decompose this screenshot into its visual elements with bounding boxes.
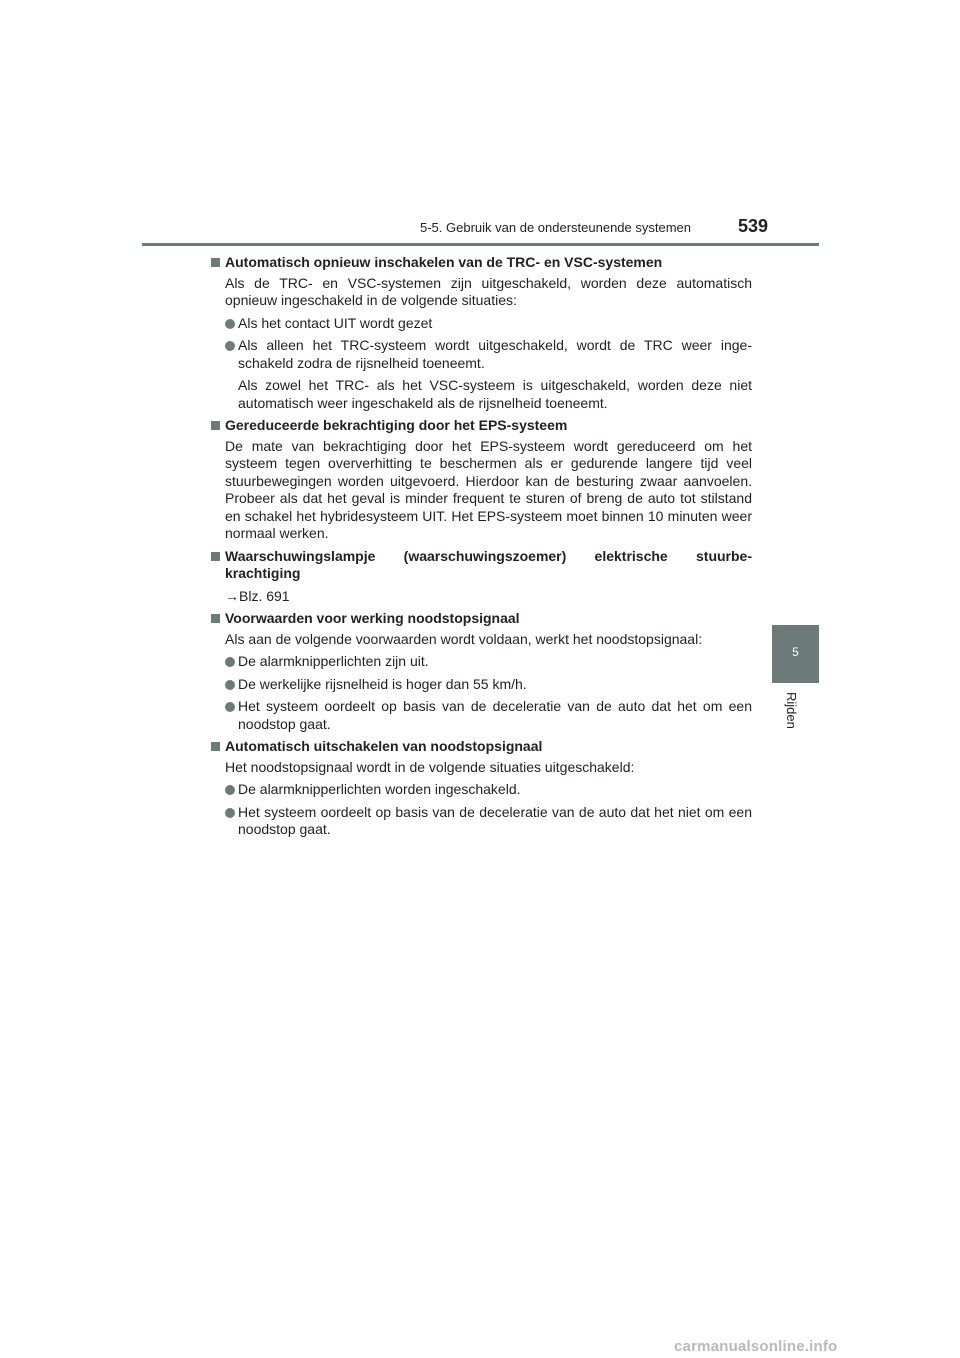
list-item: Het systeem oordeelt op basis van de deceleratie van de auto dat het niet om een noodstop gaat.: [210, 804, 752, 839]
chapter-tab: [772, 625, 819, 683]
section-heading: Waarschuwingslampje (waarschuwingszoemer) elektrische stuurbe-krachtiging: [210, 548, 752, 583]
content: [210, 254, 752, 844]
square-marker-icon: [211, 421, 220, 430]
section-paragraph: Als de TRC- en VSC-systemen zijn uitgeschakeld, worden deze automatisch opnieuw ingeschakeld in de volgende situaties:: [225, 274, 752, 308]
section-trc-vsc: [210, 254, 752, 412]
list-item: Als het contact UIT wordt gezet: [210, 315, 752, 333]
bullet-dot-icon: [225, 702, 235, 712]
section-emergency-conditions: [210, 610, 752, 733]
page-reference: →Blz. 691: [225, 587, 290, 604]
chapter-number: 5: [792, 645, 799, 659]
header-title: 5-5. Gebruik van de ondersteunende systemen: [420, 220, 692, 235]
bullet-dot-icon: [225, 657, 235, 667]
list-item: De alarmknipperlichten worden ingeschakeld.: [210, 781, 752, 799]
square-marker-icon: [211, 552, 220, 561]
square-marker-icon: [211, 742, 220, 751]
bullet-dot-icon: [225, 680, 235, 690]
section-emergency-off: [210, 738, 752, 839]
list-item: De werkelijke rijsnelheid is hoger dan 55 km/h.: [210, 676, 752, 694]
section-paragraph: De mate van bekrachtiging door het EPS-systeem wordt gereduceerd om het systeem tegen oververhitting te beschermen als er gedurende langere tijd veel stuurbewegingen worden uitgevoerd. Hierdoor kan de besturing zwaar aanvoelen. Probeer als dat het geval is minder frequent te sturen of breng de auto tot stilstand en schakel het hybridesysteem UIT. Het EPS-systeem moet binnen 10 minuten weer normaal werken.: [225, 437, 752, 541]
header-rule: [142, 243, 819, 246]
chapter-label: [775, 692, 815, 752]
section-paragraph: Als aan de volgende voorwaarden wordt voldaan, werkt het noodstopsignaal:: [225, 630, 703, 647]
list-item: Het systeem oordeelt op basis van de deceleratie van de auto dat het om een noodstop gaat.: [210, 698, 752, 733]
square-marker-icon: [211, 614, 220, 623]
section-subparagraph: Als zowel het TRC- als het VSC-systeem is uitgeschakeld, worden deze niet automatisch weer ingeschakeld als de rijsnelheid toeneemt.: [238, 377, 752, 411]
bullet-dot-icon: [225, 319, 235, 329]
section-heading: Voorwaarden voor werking noodstopsignaal: [210, 610, 752, 628]
section-paragraph: Het noodstopsignaal wordt in de volgende situaties uitgeschakeld:: [225, 758, 635, 775]
bullet-dot-icon: [225, 785, 235, 795]
section-warning-light: [210, 548, 752, 606]
section-heading: Automatisch uitschakelen van noodstopsignaal: [210, 738, 752, 756]
bullet-dot-icon: [225, 341, 235, 351]
list-item: De alarmknipperlichten zijn uit.: [210, 653, 752, 671]
list-item: Als alleen het TRC-systeem wordt uitgeschakeld, wordt de TRC weer inge-schakeld zodra de rijsnelheid toeneemt.: [210, 337, 752, 372]
page-number: 539: [738, 216, 769, 236]
section-eps: [210, 417, 752, 543]
chapter-label-text: Rijden: [784, 692, 799, 729]
square-marker-icon: [211, 258, 220, 267]
watermark: carmanualsonline.info: [674, 1338, 838, 1355]
section-heading: Automatisch opnieuw inschakelen van de TRC- en VSC-systemen: [210, 254, 752, 272]
bullet-dot-icon: [225, 808, 235, 818]
section-heading: Gereduceerde bekrachtiging door het EPS-systeem: [210, 417, 752, 435]
